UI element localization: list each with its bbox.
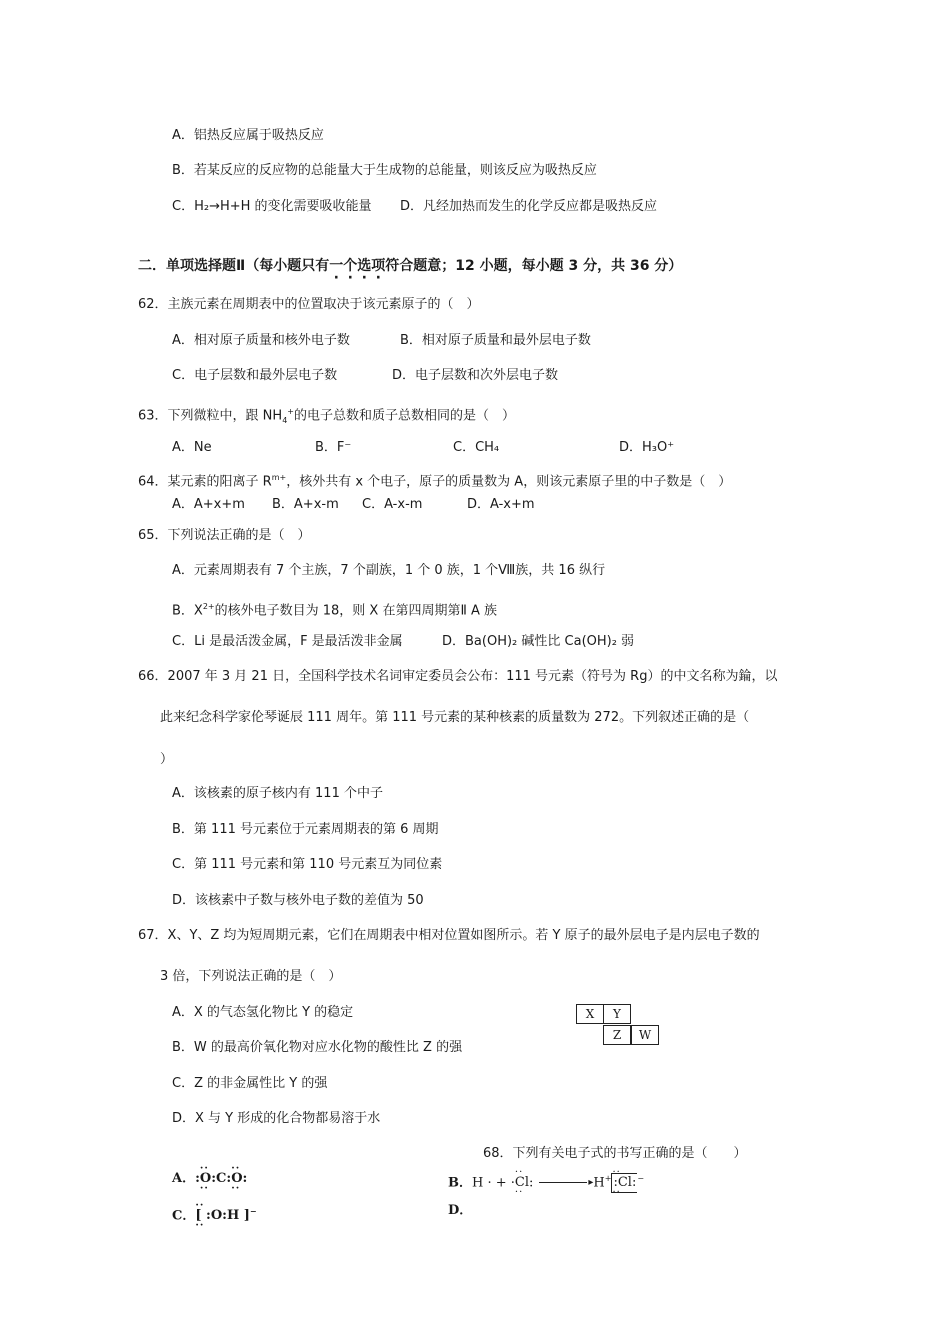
- q66-stem-line-1: 66．2007 年 3 月 21 日，全国科学技术名词审定委员会公布：111 号元素（符号为 Rg）的中文名称为錀，以: [138, 669, 778, 684]
- q63-stem-sub: 4: [282, 415, 288, 425]
- q66-option-a: A．该核素的原子核内有 111 个中子: [172, 786, 383, 801]
- q63-option-b: B．F⁻: [315, 440, 352, 455]
- q61-option-b: B．若某反应的反应物的总能量大于生成物的总能量，则该反应为吸热反应: [172, 163, 597, 178]
- section-heading-suffix: 符合题意；12 小题，每小题 3 分，共 36 分）: [385, 258, 683, 274]
- electron-pair: :: [211, 1171, 217, 1186]
- q67-option-a: A．X 的气态氢化物比 Y 的稳定: [172, 1005, 354, 1020]
- q64-stem-text: 64．某元素的阳离子 R: [138, 474, 272, 490]
- q62-option-d: D．电子层数和次外层电子数: [392, 368, 559, 383]
- section-heading-prefix: 二．单项选择题Ⅱ（每小题只有: [138, 258, 330, 274]
- charge-minus: −: [637, 1174, 645, 1183]
- electron-pair: :: [529, 1175, 534, 1191]
- q68-option-b-label: B．: [448, 1175, 472, 1191]
- section-heading: [138, 257, 682, 275]
- charge-minus: −: [249, 1206, 257, 1216]
- emph-char: 项: [371, 258, 386, 274]
- q67-option-c: C．Z 的非金属性比 Y 的强: [172, 1076, 328, 1091]
- product-cl: ·· :Cl: ··: [611, 1173, 637, 1193]
- q62-options-cd: [172, 367, 558, 385]
- q63-option-d: D．H₃O⁺: [619, 440, 675, 455]
- q64-stem-sup: m+: [271, 473, 287, 482]
- q64-options: [172, 496, 535, 514]
- q68-option-a: [172, 1170, 247, 1188]
- electron-pair: :: [242, 1171, 248, 1186]
- atom-o: ·· O ··: [231, 1170, 242, 1188]
- q68-option-d-label: D．: [448, 1203, 473, 1218]
- grid-cell-w: W: [631, 1025, 659, 1045]
- q65-option-a: A．元素周期表有 7 个主族，7 个副族，1 个 0 族，1 个Ⅷ族，共 16 纵行: [172, 563, 606, 578]
- q63-stem-sup: +: [287, 407, 294, 416]
- q62-option-b: B．相对原子质量和最外层电子数: [400, 333, 591, 348]
- q67-stem-line-2: 3 倍，下列说法正确的是（ ）: [160, 969, 342, 984]
- q66-stem-line-3: ）: [160, 752, 174, 767]
- q66-option-c: C．第 111 号元素和第 110 号元素互为同位素: [172, 857, 443, 872]
- q68-option-d: [448, 1202, 472, 1220]
- q61-option-a: A．铝热反应属于吸热反应: [172, 128, 324, 143]
- q62-option-c: C．电子层数和最外层电子数: [172, 368, 338, 383]
- q67-option-b: B．W 的最高价氧化物对应水化物的酸性比 Z 的强: [172, 1040, 463, 1055]
- q64-stem-text: ，核外共有 x 个电子，原子的质量数为 A，则该元素原子里的中子数是（ ）: [286, 474, 732, 490]
- q65-option-b: [172, 598, 497, 620]
- q66-option-b: B．第 111 号元素位于元素周期表的第 6 周期: [172, 822, 439, 837]
- q61-options-cd: [172, 198, 657, 216]
- q68-option-a-label: A．: [172, 1171, 196, 1186]
- electron-pair: :: [195, 1171, 200, 1186]
- q63-option-a: A．Ne: [172, 440, 212, 455]
- q68-stem: 68．下列有关电子式的书写正确的是（ ）: [483, 1146, 747, 1161]
- emph-char: 个: [343, 258, 358, 274]
- b-reactants: H · + ·: [472, 1175, 515, 1191]
- q61-option-d: D．凡经加热而发生的化学反应都是吸热反应: [400, 199, 658, 214]
- q63-stem-text: 的电子总数和质子总数相同的是（ ）: [293, 408, 515, 424]
- q63-option-c: C．CH₄: [453, 440, 500, 455]
- periodic-position-grid: [576, 1004, 666, 1048]
- grid-cell-x: X: [576, 1004, 604, 1024]
- q65-options-cd: [172, 633, 634, 651]
- q62-stem: 62．主族元素在周期表中的位置取决于该元素原子的（ ）: [138, 297, 480, 312]
- q68-option-b: [448, 1170, 644, 1193]
- q65-option-d: D．Ba(OH)₂ 碱性比 Ca(OH)₂ 弱: [442, 634, 635, 649]
- product-h: H: [593, 1175, 605, 1191]
- q65-option-b-text: 的核外电子数目为 18，则 X 在第四周期第Ⅱ A 族: [214, 603, 498, 619]
- emph-char: 一: [329, 258, 344, 274]
- atom-o: ·· O ··: [200, 1170, 211, 1188]
- grid-cell-y: Y: [603, 1004, 631, 1024]
- atom-c: C: [216, 1171, 227, 1186]
- q66-stem-line-2: 此来纪念科学家伦琴诞辰 111 周年。第 111 号元素的某种核素的质量数为 272。下列叙述正确的是（: [160, 710, 750, 725]
- q68-option-c: [172, 1202, 257, 1225]
- reaction-arrow-icon: [539, 1182, 587, 1183]
- q65-option-b-sup: 2+: [202, 602, 215, 611]
- q62-options-ab: [172, 332, 591, 350]
- q67-option-d: D．X 与 Y 形成的化合物都易溶于水: [172, 1111, 381, 1126]
- q67-stem-line-1: 67．X、Y、Z 均为短周期元素，它们在周期表中相对位置如图所示。若 Y 原子的最外层电子是内层电子数的: [138, 928, 760, 943]
- q66-option-d: D．该核素中子数与核外电子数的差值为 50: [172, 893, 424, 908]
- charge-plus: +: [604, 1174, 612, 1183]
- q64-option-a: A．A+x+m: [172, 497, 245, 512]
- q68-option-c-label: C．: [172, 1208, 196, 1224]
- electron-pair: :: [226, 1171, 232, 1186]
- hydroxide-ion: ·· [ :O:H ] ··: [195, 1207, 250, 1225]
- q62-option-a: A．相对原子质量和核外电子数: [172, 333, 350, 348]
- q65-stem: 65．下列说法正确的是（ ）: [138, 528, 311, 543]
- q63-stem-text: 63．下列微粒中，跟 NH: [138, 408, 283, 424]
- emph-char: 选: [357, 258, 372, 274]
- q61-option-c: C．H₂→H+H 的变化需要吸收能量: [172, 199, 372, 214]
- q64-option-b: B．A+x-m: [272, 497, 339, 512]
- q64-stem: [138, 469, 731, 491]
- q63-options: [172, 439, 674, 457]
- atom-cl: ·· Cl ··: [515, 1174, 529, 1192]
- q65-option-c: C．Li 是最活泼金属，F 是最活泼非金属: [172, 634, 403, 649]
- q64-option-d: D．A-x+m: [467, 497, 535, 512]
- q65-option-b-text: B．X: [172, 603, 203, 619]
- q63-stem: [138, 403, 515, 430]
- q64-option-c: C．A-x-m: [362, 497, 423, 512]
- grid-cell-z: Z: [603, 1025, 631, 1045]
